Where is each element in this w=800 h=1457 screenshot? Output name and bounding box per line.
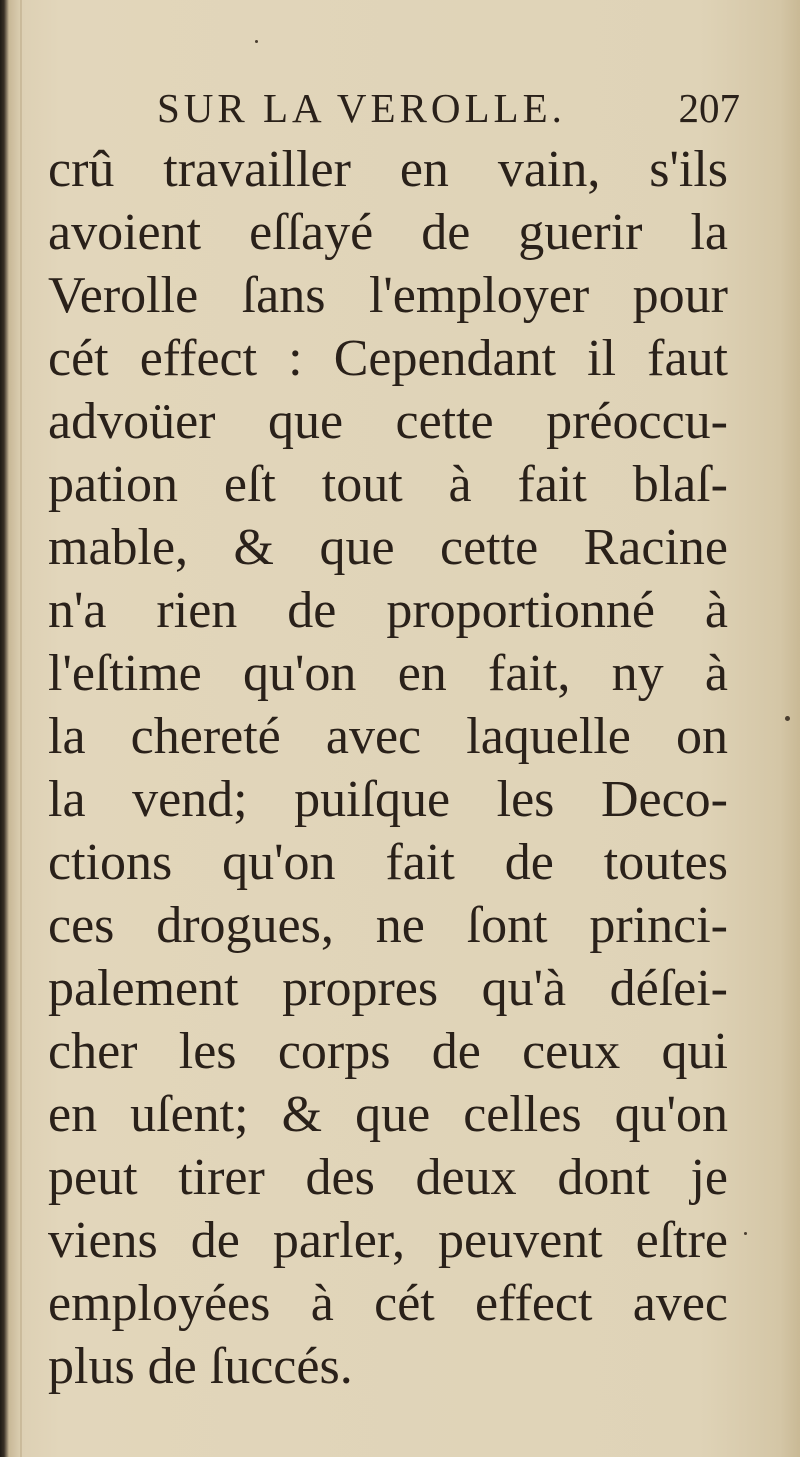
text-line: avoient eſſayé de guerir la [48,204,728,261]
ink-speck [744,1232,747,1235]
text-line: Verolle ſans l'employer pour [48,267,728,324]
gutter-shadow [20,0,22,1457]
text-line: palement propres qu'à déſei- [48,960,728,1017]
text-line: n'a rien de proportionné à [48,582,728,639]
text-line-last: plus de ſuccés. [48,1338,353,1395]
text-line: cét effect : Cependant il faut [48,330,728,387]
ink-speck [785,716,790,721]
text-line: l'eſtime qu'on en fait, ny à [48,645,728,702]
text-line: ces drogues, ne ſont princi- [48,897,728,954]
text-line: advoüer que cette préoccu- [48,393,728,450]
page-header [157,80,740,136]
body-text [48,138,728,1398]
text-line: peut tirer des deux dont je [48,1149,728,1206]
running-head: SUR LA VEROLLE. [157,85,566,131]
text-line: employées à cét effect avec [48,1275,728,1332]
text-line: crû travailler en vain, s'ils [48,141,728,198]
text-line: viens de parler, peuvent eſtre [48,1212,728,1269]
text-line: la vend; puiſque les Deco- [48,771,728,828]
text-line: cher les corps de ceux qui [48,1023,728,1080]
page-number: 207 [678,85,740,131]
ink-speck [255,40,258,43]
text-line: ctions qu'on fait de toutes [48,834,728,891]
text-line: pation eſt tout à fait blaſ- [48,456,728,513]
text-line: la chereté avec laquelle on [48,708,728,765]
text-line: mable, & que cette Racine [48,519,728,576]
text-line: en uſent; & que celles qu'on [48,1086,728,1143]
